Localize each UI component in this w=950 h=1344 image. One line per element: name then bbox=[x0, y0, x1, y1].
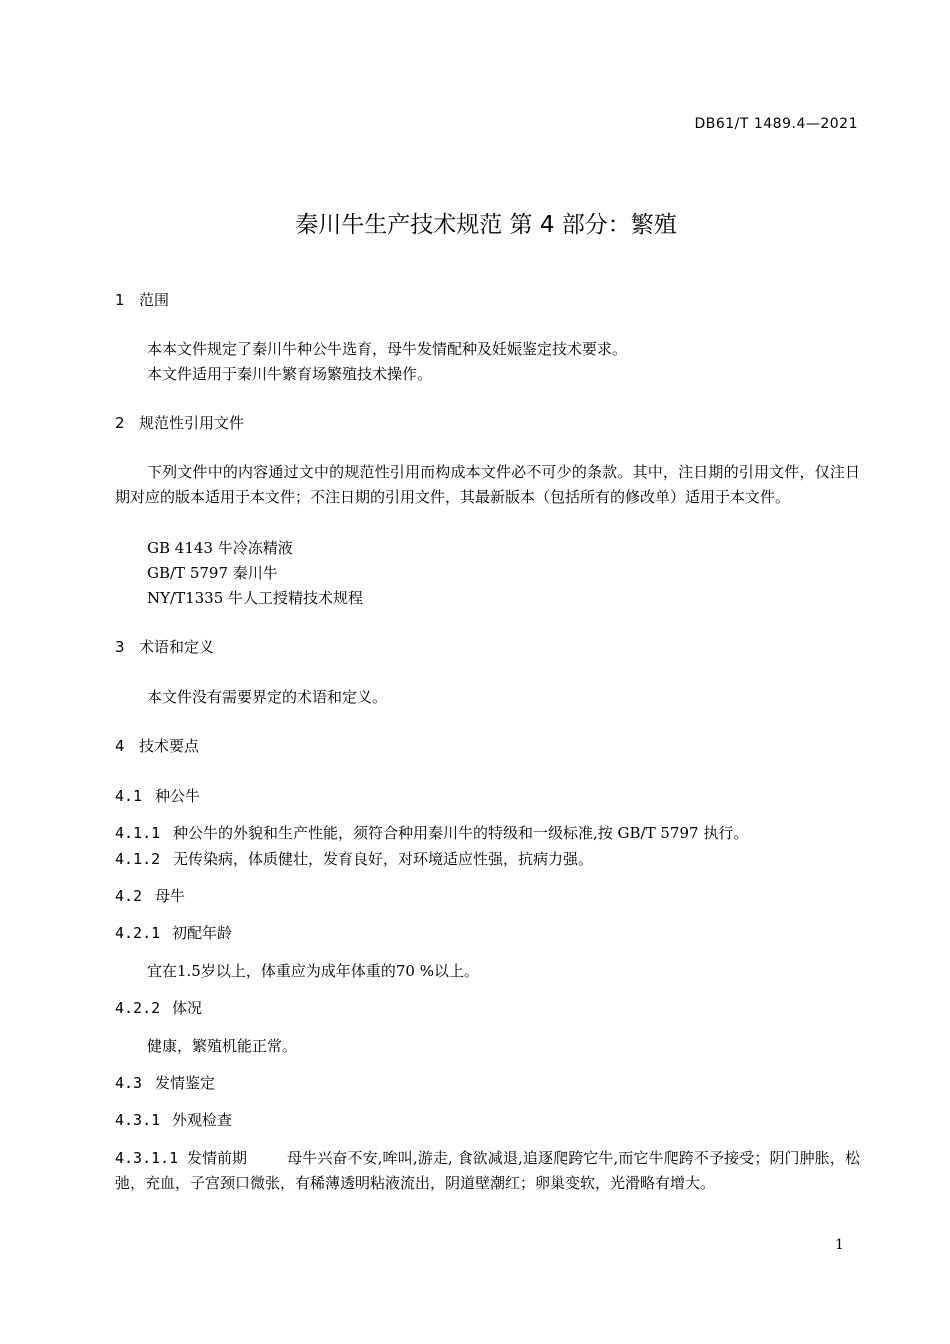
subsubsection-heading bbox=[115, 922, 232, 943]
section-title: 规范性引用文件 bbox=[139, 414, 245, 432]
subsection-number: 4.3 bbox=[115, 1074, 143, 1092]
subsection-heading bbox=[115, 785, 200, 806]
clause-number: 4.3.1.1 bbox=[115, 1149, 179, 1167]
section-number: 3 bbox=[115, 638, 125, 656]
paragraph: 下列文件中的内容通过文中的规范性引用而构成本文件必不可少的条款。其中，注日期的引用文件，仅注日期对应的版本适用于本文件；不注日期的引用文件，其最新版本（包括所有的修改单）适用于本文件。 bbox=[115, 463, 860, 506]
subsection-heading bbox=[115, 885, 185, 906]
subsection-number: 4.2 bbox=[115, 887, 143, 905]
subsubsection-title: 初配年龄 bbox=[172, 924, 233, 942]
section-number: 2 bbox=[115, 414, 125, 432]
section-heading bbox=[115, 735, 199, 756]
section-heading bbox=[115, 412, 244, 433]
clause-number: 4.1.2 bbox=[115, 850, 161, 868]
subsubsection-heading bbox=[115, 1109, 232, 1130]
document-title: 秦川牛生产技术规范 第 4 部分：繁殖 bbox=[295, 212, 677, 238]
clause-text: 母牛兴奋不安,哞叫,游走, 食欲减退,追逐爬跨它牛,而它牛爬跨不予接受；阴门肿胀，松弛，充血，子宫颈口微张，有稀薄透明粘液流出，阴道壁潮红；卵巢变软，光滑略有增大。 bbox=[115, 1149, 860, 1192]
paragraph: 宜在1.5岁以上，体重应为成年体重的70 %以上。 bbox=[147, 962, 479, 980]
paragraph: 本文件适用于秦川牛繁育场繁殖技术操作。 bbox=[147, 365, 433, 383]
section-title: 范围 bbox=[139, 291, 170, 309]
paragraph: 本本文件规定了秦川牛种公牛选育，母牛发情配种及妊娠鉴定技术要求。 bbox=[147, 340, 628, 358]
subsection-number: 4.1 bbox=[115, 787, 143, 805]
subsubsection-number: 4.2.2 bbox=[115, 999, 161, 1017]
clause-item bbox=[115, 822, 748, 843]
subsubsection-number: 4.2.1 bbox=[115, 924, 161, 942]
reference-item: NY/T1335 牛人工授精技术规程 bbox=[147, 589, 364, 607]
subsubsection-number: 4.3.1 bbox=[115, 1111, 161, 1129]
subsubsection-heading bbox=[115, 997, 202, 1018]
clause-number: 4.1.1 bbox=[115, 824, 161, 842]
subsubsection-title: 体况 bbox=[172, 999, 203, 1017]
document-code: DB61/T 1489.4—2021 bbox=[694, 116, 858, 132]
clause-text: 无传染病，体质健壮，发育良好，对环境适应性强，抗病力强。 bbox=[173, 850, 594, 868]
paragraph: 本文件没有需要界定的术语和定义。 bbox=[147, 688, 388, 706]
section-title: 技术要点 bbox=[139, 737, 200, 755]
clause-item bbox=[115, 848, 593, 869]
clause-paragraph bbox=[115, 1146, 860, 1195]
section-heading bbox=[115, 636, 214, 657]
reference-item: GB 4143 牛冷冻精液 bbox=[147, 539, 293, 557]
subsection-title: 母牛 bbox=[155, 887, 186, 905]
section-title: 术语和定义 bbox=[139, 638, 215, 656]
subsection-heading bbox=[115, 1072, 215, 1093]
section-number: 1 bbox=[115, 291, 125, 309]
section-number: 4 bbox=[115, 737, 125, 755]
subsection-title: 种公牛 bbox=[155, 787, 201, 805]
subsubsection-title: 外观检查 bbox=[172, 1111, 233, 1129]
paragraph: 健康，繁殖机能正常。 bbox=[147, 1037, 298, 1055]
page-number: 1 bbox=[835, 1237, 844, 1253]
clause-text: 种公牛的外貌和生产性能，须符合种用秦川牛的特级和一级标准,按 GB/T 5797 执行。 bbox=[173, 824, 749, 842]
subsection-title: 发情鉴定 bbox=[155, 1074, 216, 1092]
section-heading bbox=[115, 289, 169, 310]
reference-item: GB/T 5797 秦川牛 bbox=[147, 564, 278, 582]
clause-label: 发情前期 bbox=[187, 1149, 248, 1167]
